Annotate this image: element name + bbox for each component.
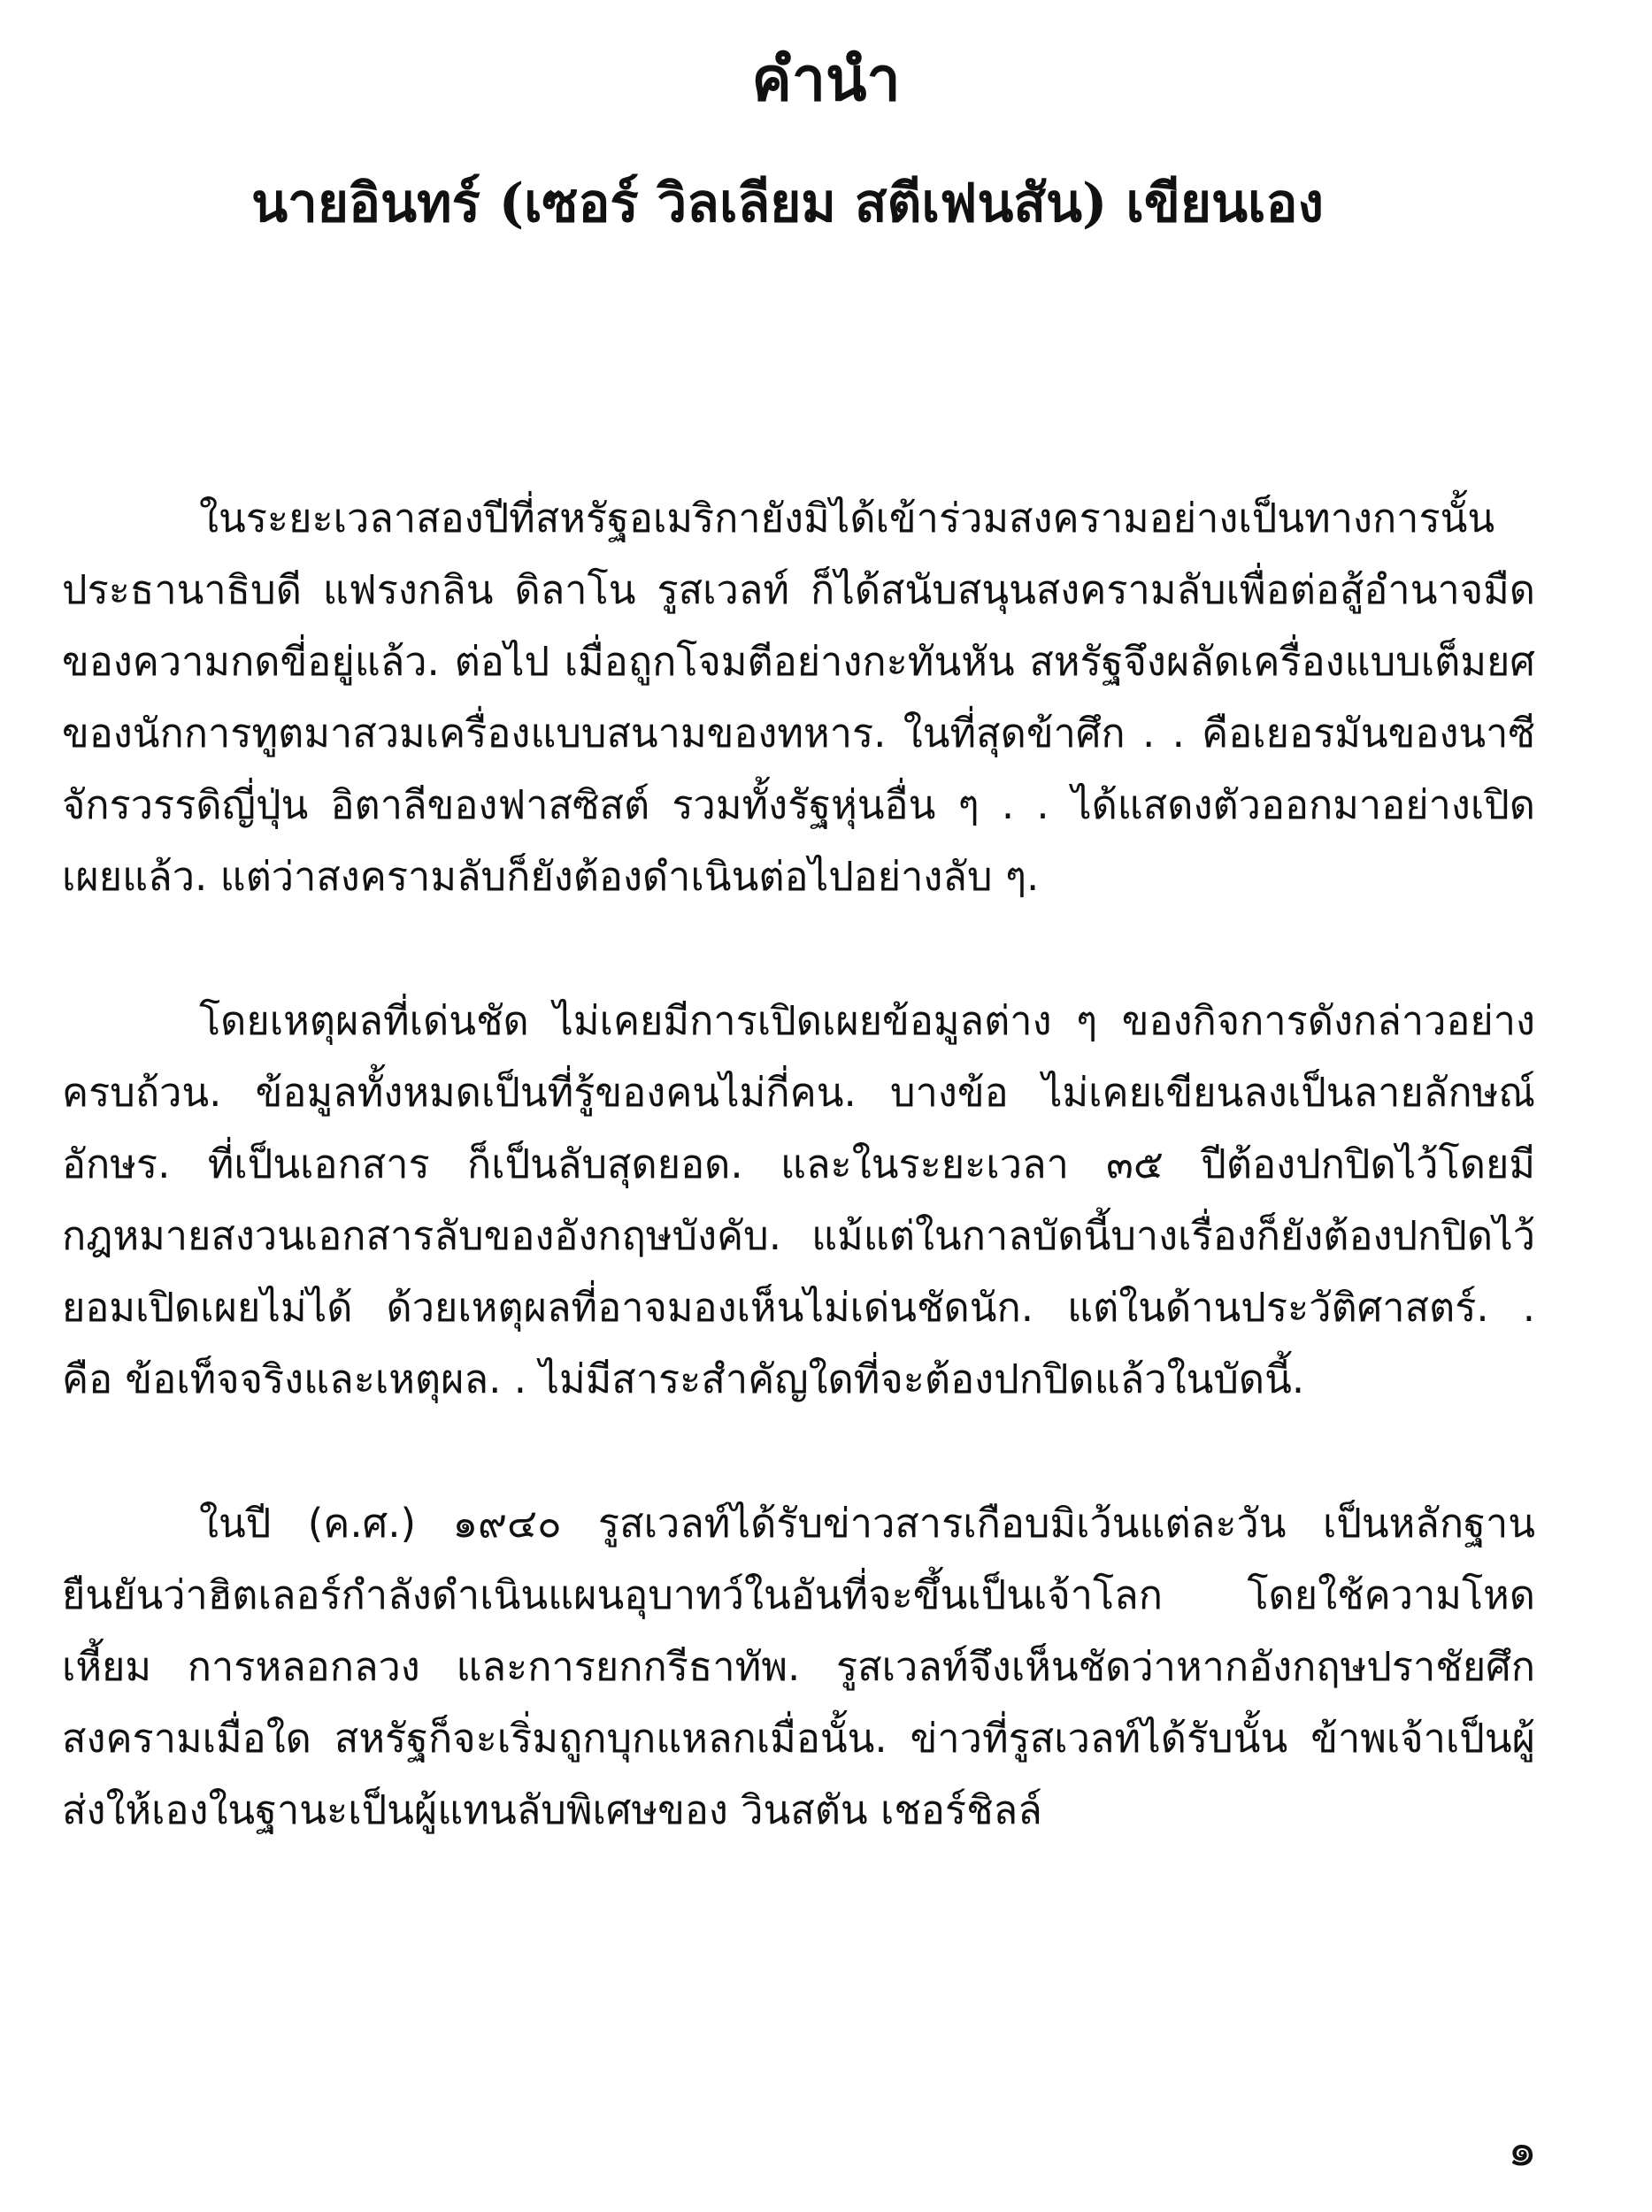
paragraph-2: โดยเหตุผลที่เด่นชัด ไม่เคยมีการเปิดเผยข้อมูลต่าง ๆ ของกิจการดังกล่าวอย่างครบถ้วน. ข้อมูลทั้งหมดเป็นที่รู้ของคนไม่กี่คน. บางข้อ ไม่เคยเขียนลงเป็นลายลักษณ์อักษร. ที่เป็นเอกสาร ก็เป็นลับสุดยอด. และในระยะเวลา ๓๕ ปีต้องปกปิดไว้โดยมีกฎหมายสงวนเอกสารลับของอังกฤษบังคับ. แม้แต่ในกาลบัดนี้บางเรื่องก็ยังต้องปกปิดไว้ ยอมเปิดเผยไม่ได้ ด้วยเหตุผลที่อาจมองเห็นไม่เด่นชัดนัก. แต่ในด้านประวัติศาสตร์. . คือ ข้อเท็จจริงและเหตุผล. . ไม่มีสาระสำคัญใดที่จะต้องปกปิดแล้วในบัดนี้. [62, 997, 1535, 1402]
page-title: คำนำ [751, 44, 901, 115]
page-subtitle: นายอินทร์ (เซอร์ วิลเลียม สตีเฟนสัน) เขียนเอง [251, 173, 1324, 234]
page-number: ๑ [1507, 2124, 1537, 2177]
paragraph-1: ในระยะเวลาสองปีที่สหรัฐอเมริกายังมิได้เข้าร่วมสงครามอย่างเป็นทางการนั้น ประธานาธิบดี แฟรงกลิน ดิลาโน รูสเวลท์ ก็ได้สนับสนุนสงครามลับเพื่อต่อสู้อำนาจมืดของความกดขี่อยู่แล้ว. ต่อไป เมื่อถูกโจมตีอย่างกะทันหัน สหรัฐจึงผลัดเครื่องแบบเต็มยศของนักการทูตมาสวมเครื่องแบบสนามของทหาร. ในที่สุดข้าศึก . . คือเยอรมันของนาซี จักรวรรดิญี่ปุ่น อิตาลีของฟาสซิสต์ รวมทั้งรัฐหุ่นอื่น ๆ . . ได้แสดงตัวออกมาอย่างเปิดเผยแล้ว. แต่ว่าสงครามลับก็ยังต้องดำเนินต่อไปอย่างลับ ๆ. [62, 495, 1535, 900]
paragraph-3: ในปี (ค.ศ.) ๑๙๔๐ รูสเวลท์ได้รับข่าวสารเกือบมิเว้นแต่ละวัน เป็นหลักฐานยืนยันว่าฮิตเลอร์กำลังดำเนินแผนอุบาทว์ในอันที่จะขึ้นเป็นเจ้าโลก โดยใช้ความโหดเหี้ยม การหลอกลวง และการยกกรีธาทัพ. รูสเวลท์จึงเห็นชัดว่าหากอังกฤษปราชัยศึกสงครามเมื่อใด สหรัฐก็จะเริ่มถูกบุกแหลกเมื่อนั้น. ข่าวที่รูสเวลท์ได้รับนั้น ข้าพเจ้าเป็นผู้ส่งให้เองในฐานะเป็นผู้แทนลับพิเศษของ วินสตัน เชอร์ชิลล์ [62, 1500, 1535, 1833]
body-text [62, 482, 1535, 1918]
